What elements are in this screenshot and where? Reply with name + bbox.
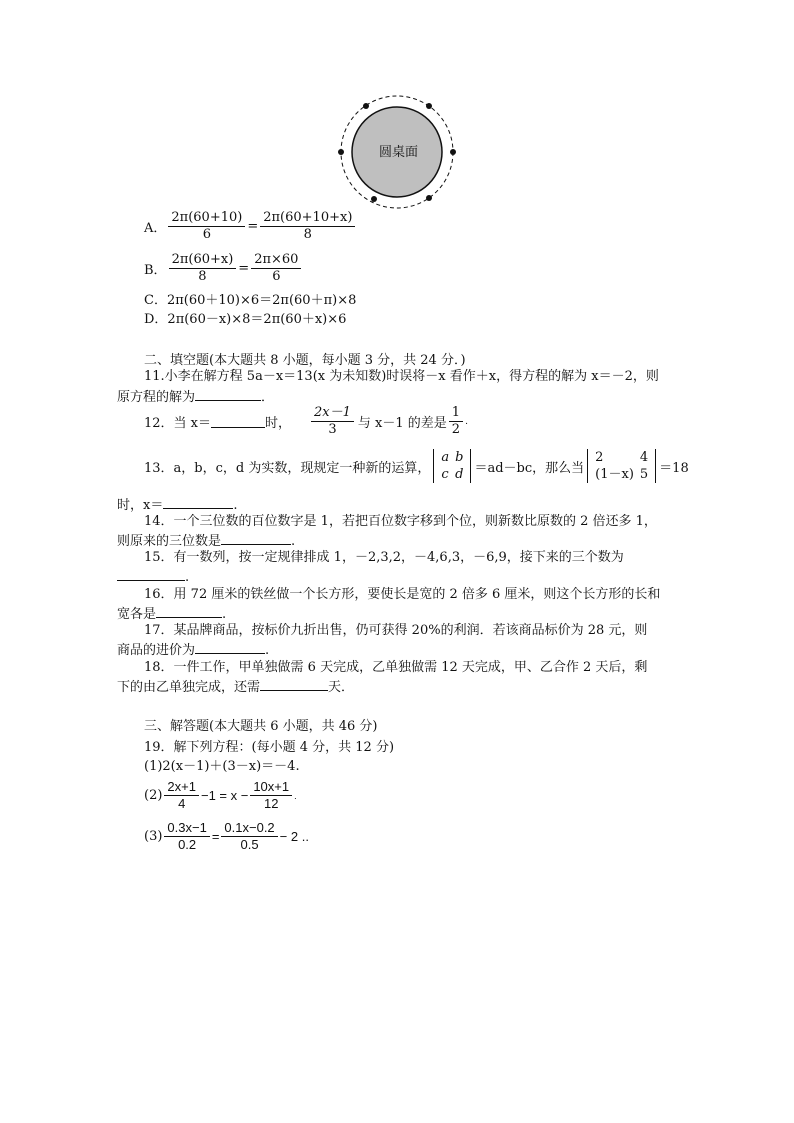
- q15-line2: [117, 568, 189, 586]
- det-cell: d: [455, 467, 464, 482]
- denominator: 8: [198, 269, 207, 284]
- part-label: (3): [144, 829, 163, 844]
- seat-dot: [426, 103, 432, 109]
- q12: [144, 405, 468, 438]
- determinant: [433, 449, 471, 483]
- seat-dot: [338, 149, 344, 155]
- denominator: 4: [178, 796, 186, 811]
- answer-blank: [221, 532, 291, 545]
- denominator: 0.2: [178, 837, 197, 852]
- denominator: 0.5: [240, 837, 259, 852]
- period: .: [185, 570, 190, 585]
- equation-text: − 2 ..: [279, 829, 309, 844]
- q13-line2: [117, 496, 237, 514]
- numerator: 2x－1: [311, 405, 354, 422]
- q19-part2: [144, 779, 297, 812]
- q19-part1: (1)2(x－1)＋(3－x)＝－4.: [144, 759, 300, 774]
- q13-text: ＝18: [659, 460, 689, 476]
- answer-blank: [211, 415, 265, 428]
- q12-text: 12．当 x＝: [144, 416, 212, 431]
- det-cell: b: [455, 450, 464, 465]
- numerator: 2π(60+10): [168, 210, 245, 227]
- period: .: [465, 416, 468, 427]
- seat-dot: [426, 195, 432, 201]
- seat-dot: [450, 149, 456, 155]
- numerator: 2π×60: [251, 252, 301, 269]
- answer-blank: [163, 496, 233, 509]
- q11-text: 原方程的解为: [117, 390, 196, 405]
- equals: =: [211, 829, 220, 844]
- fraction: [164, 820, 209, 853]
- option-a: [144, 210, 357, 243]
- figure-label: 圆桌面: [379, 145, 419, 160]
- q17-line1: 17．某品牌商品，按标价九折出售，仍可获得 20%的利润．若该商品标价为 28 元，则: [144, 623, 648, 638]
- q14-text: 则原来的三位数是: [117, 534, 222, 549]
- q13-text: ＝ad－bc，那么当: [474, 460, 585, 476]
- denominator: 6: [272, 269, 281, 284]
- det-cell: 5: [639, 467, 649, 482]
- det-cell: (1－x): [595, 467, 634, 482]
- fraction: [221, 820, 277, 853]
- q11-line2: [117, 388, 274, 406]
- section-title-fill-blank: 二、填空题(本大题共 8 小题，每小题 3 分，共 24 分．): [144, 353, 466, 368]
- seat-dot: [363, 103, 369, 109]
- fraction: [169, 252, 237, 285]
- denominator: 8: [303, 227, 312, 242]
- q13-text: 时，x＝: [117, 498, 164, 513]
- numerator: 10x+1: [250, 779, 292, 796]
- period: ．: [261, 390, 275, 405]
- period: .: [291, 534, 296, 549]
- q14-line2: [117, 532, 295, 550]
- q18-text: 天．: [328, 680, 355, 695]
- fraction: [251, 252, 301, 285]
- answer-blank: [260, 678, 328, 691]
- det-cell: a: [441, 450, 450, 465]
- q19-part3: [144, 820, 309, 853]
- fraction: [164, 779, 199, 812]
- q16-line1: 16．用 72 厘米的铁丝做一个长方形，要使长是宽的 2 倍多 6 厘米，则这个长方形的长和: [144, 587, 661, 602]
- fraction: [168, 210, 245, 243]
- answer-blank: [195, 641, 265, 654]
- q11-line1: 11.小李在解方程 5a－x＝13(x 为未知数)时误将－x 看作＋x，得方程的解为 x＝－2，则: [144, 369, 659, 384]
- q16-line2: [117, 605, 226, 623]
- q12-text: 时，: [265, 416, 292, 431]
- q19-title: 19．解下列方程：(每小题 4 分，共 12 分): [144, 740, 395, 755]
- numerator: 0.3x−1: [164, 820, 209, 837]
- q12-text: 与 x－1 的差是: [357, 416, 447, 431]
- q13-text: 13．a，b，c，d 为实数，现规定一种新的运算，: [144, 460, 431, 476]
- denominator: 3: [328, 422, 337, 437]
- section-title-solve: 三、解答题(本大题共 6 小题，共 46 分): [144, 719, 378, 734]
- numerator: 0.1x−0.2: [221, 820, 277, 837]
- det-cell: c: [441, 467, 449, 482]
- q16-text: 宽各是: [117, 607, 157, 622]
- seat-dot: [371, 196, 377, 202]
- numerator: 2π(60+x): [169, 252, 237, 269]
- equals: =: [247, 219, 259, 234]
- period: .: [265, 643, 270, 658]
- determinant: [587, 449, 656, 483]
- equals: =: [238, 261, 250, 276]
- fraction: [250, 779, 292, 812]
- q18-line1: 18．一件工作，甲单独做需 6 天完成，乙单独做需 12 天完成，甲、乙合作 2 天后，剩: [144, 660, 648, 675]
- equation-text: −1 = x −: [200, 788, 249, 803]
- numerator: 2π(60+10+x): [260, 210, 355, 227]
- denominator: 2: [451, 422, 461, 437]
- period: .: [222, 607, 227, 622]
- q14-line1: 14．一个三位数的百位数字是 1，若把百位数字移到个位，则新数比原数的 2 倍还多 1，: [144, 514, 657, 529]
- q15-line1: 15．有一数列，按一定规律排成 1，－2,3,2，－4,6,3，－6,9，接下来的三个数为: [144, 550, 624, 565]
- part-label: (2): [144, 788, 163, 803]
- option-c: C．2π(60＋10)×6＝2π(60＋π)×8: [144, 293, 357, 308]
- answer-blank: [156, 605, 222, 618]
- q17-text: 商品的进价为: [117, 643, 196, 658]
- numerator: 2x+1: [164, 779, 199, 796]
- period: .: [294, 790, 297, 801]
- period: .: [233, 498, 238, 513]
- fraction: [260, 210, 355, 243]
- det-cell: 2: [595, 450, 604, 465]
- fraction: [311, 405, 354, 438]
- option-label: A．: [144, 221, 167, 236]
- det-cell: 4: [639, 450, 649, 465]
- q18-line2: [117, 678, 354, 696]
- fraction: [449, 405, 463, 438]
- q13: [144, 449, 689, 483]
- denominator: 6: [202, 227, 211, 242]
- option-b: [144, 252, 303, 285]
- numerator: 1: [449, 405, 463, 422]
- option-label: B．: [144, 263, 167, 278]
- option-d: D．2π(60－x)×8＝2π(60＋x)×6: [144, 312, 347, 327]
- q18-text: 下的由乙单独完成，还需: [117, 680, 261, 695]
- answer-blank: [195, 388, 261, 401]
- denominator: 12: [263, 796, 279, 811]
- answer-blank: [117, 568, 185, 581]
- q17-line2: [117, 641, 269, 659]
